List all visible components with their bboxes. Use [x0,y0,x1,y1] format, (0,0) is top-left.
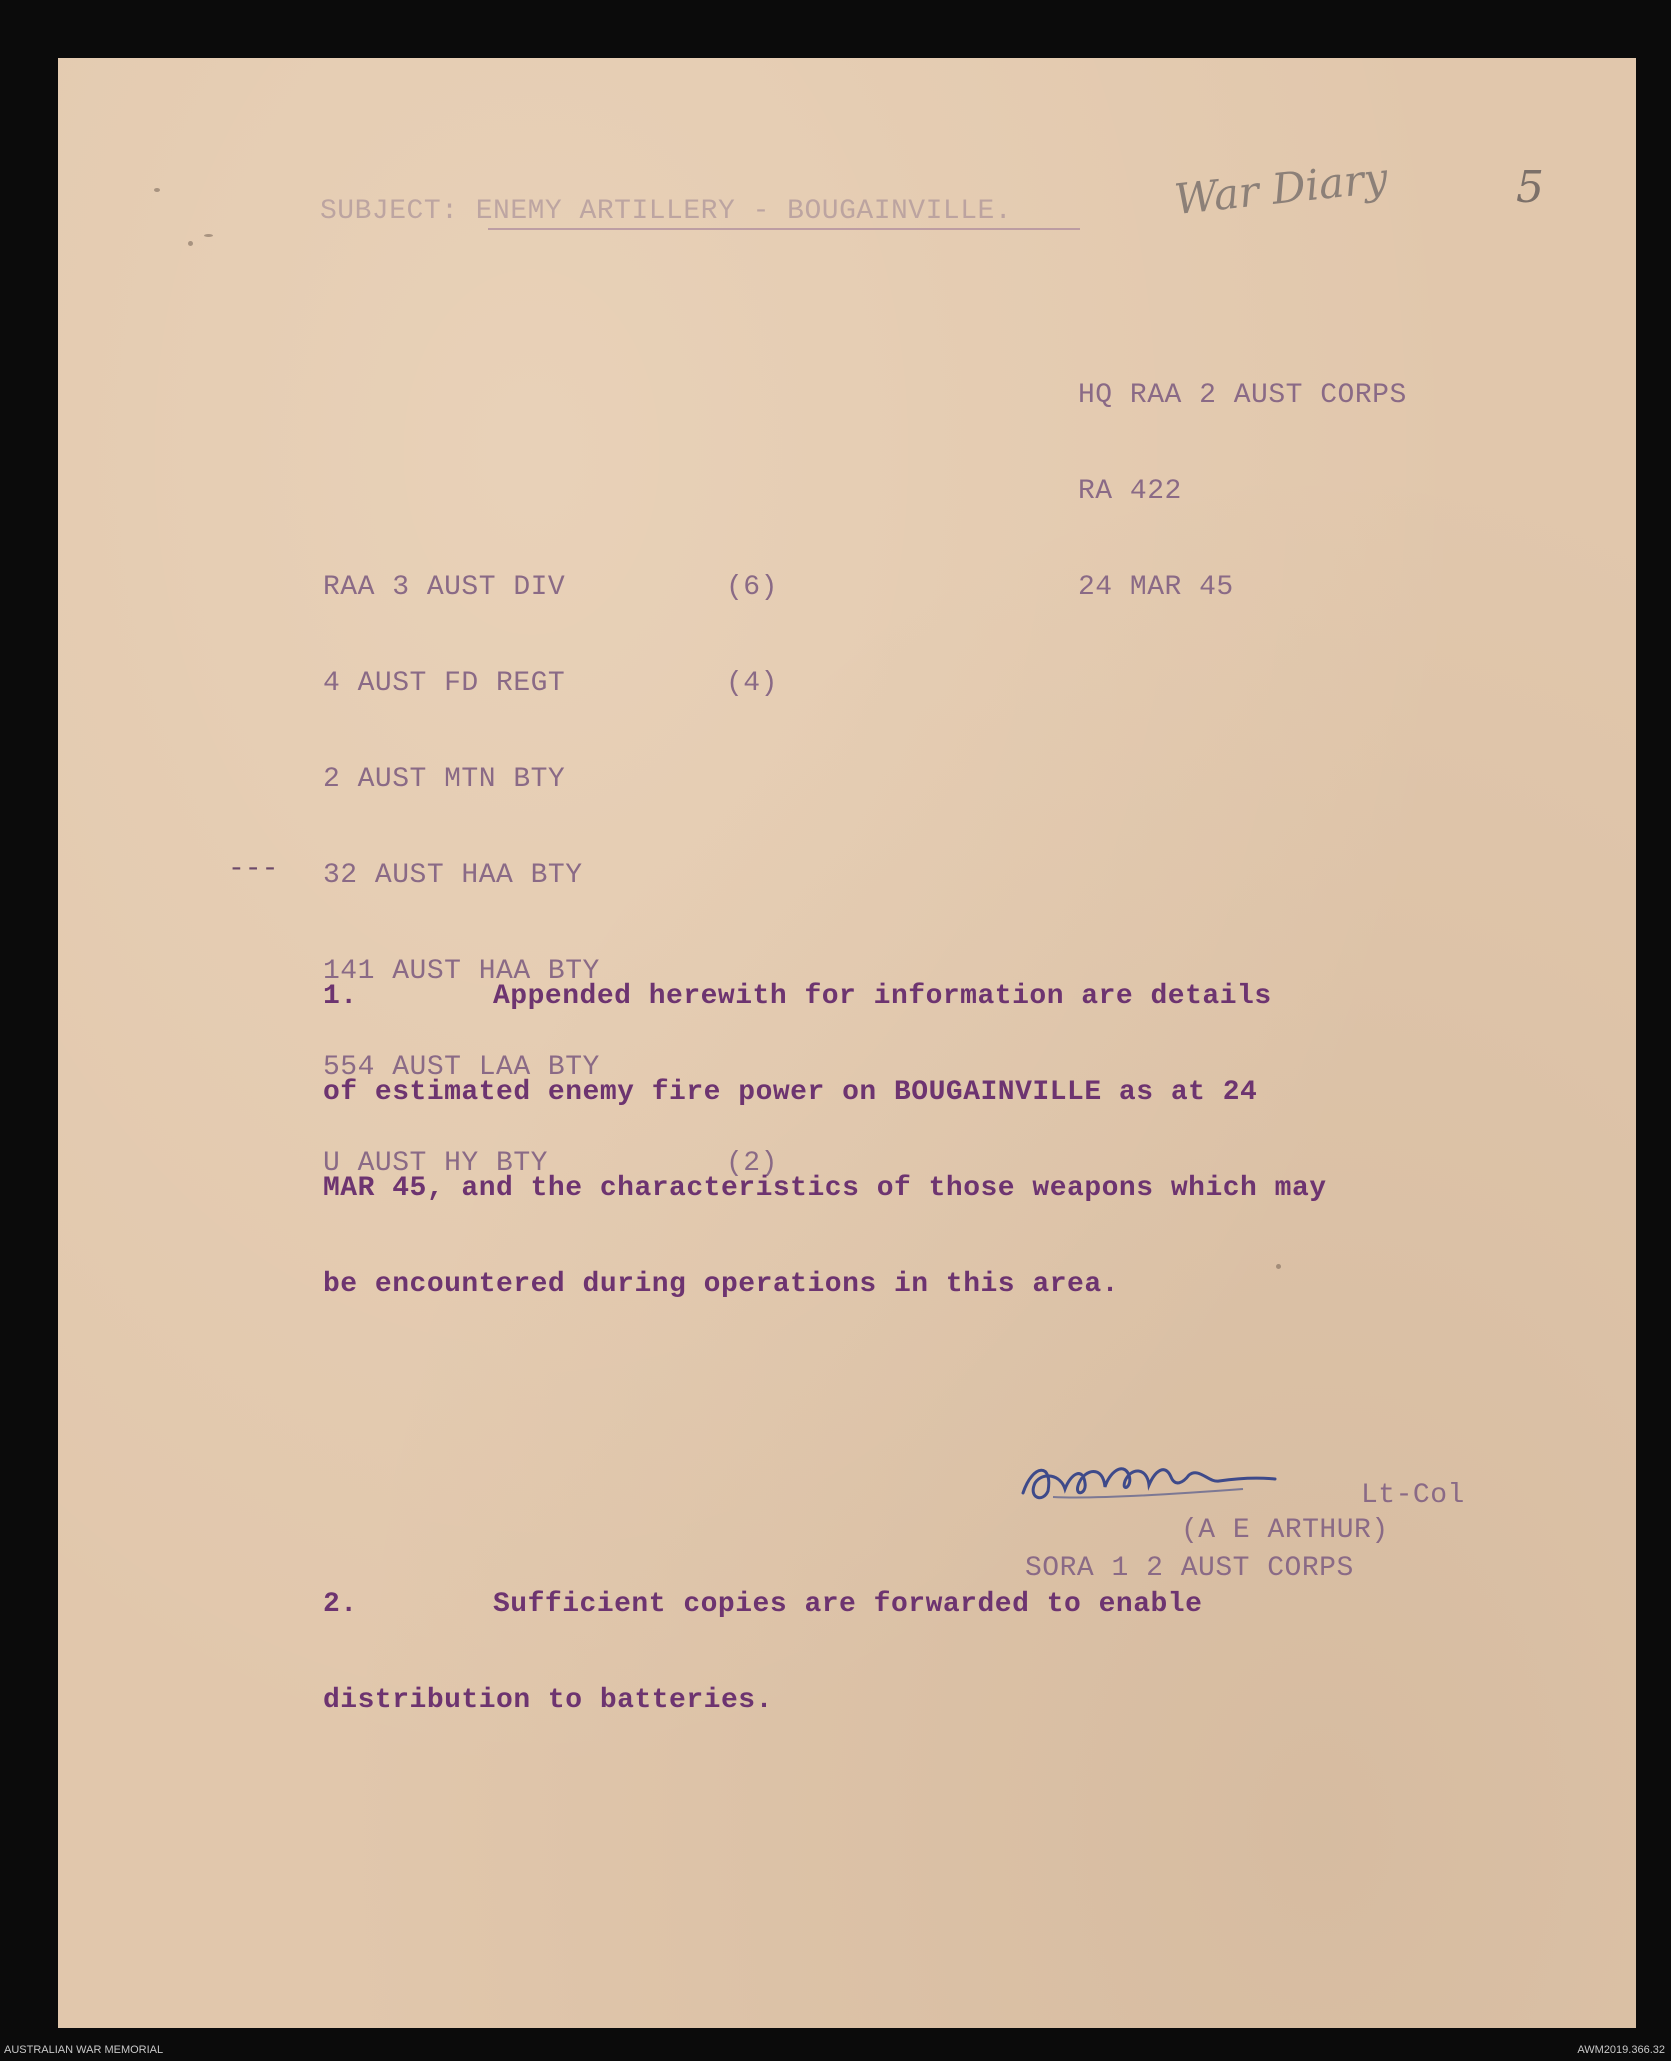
distribution-unit: 141 AUST HAA BTY [323,956,600,987]
paragraph-number: 2. [323,1589,358,1620]
signature-block [1013,1453,1465,1593]
archive-footer-left: AUSTRALIAN WAR MEMORIAL [4,2044,164,2056]
paper-blemish [188,241,193,246]
distribution-unit: 554 AUST LAA BTY [323,1052,600,1083]
paper-blemish [1276,1264,1281,1269]
paragraph-1 [323,917,1327,1365]
paragraph-line: Sufficient copies are forwarded to enable [493,1589,1203,1620]
distribution-row [323,764,566,796]
paper-blemish [154,188,160,192]
signatory-rank: Lt-Col [1361,1480,1465,1511]
signatory-appointment: SORA 1 2 AUST CORPS [1025,1553,1354,1584]
reference-line: HQ RAA 2 AUST CORPS [1078,380,1407,411]
body-text [323,853,1327,1845]
distribution-unit: U AUST HY BTY [323,1148,548,1179]
distribution-copies: (6) [726,572,778,603]
paragraph-number: 1. [323,981,358,1012]
distribution-unit: 32 AUST HAA BTY [323,860,583,891]
distribution-copies: (2) [726,1148,778,1179]
reference-line: 24 MAR 45 [1078,572,1234,603]
paragraph-line: of estimated enemy fire power on BOUGAINVILLE as at 24 [323,1077,1258,1108]
distribution-copies: (4) [726,668,778,699]
distribution-row [323,668,778,700]
handwritten-note: War Diary [1172,152,1390,225]
paragraph-line: distribution to batteries. [323,1685,773,1716]
distribution-unit: 4 AUST FD REGT [323,668,566,699]
subject-line: SUBJECT: ENEMY ARTILLERY - BOUGAINVILLE. [320,196,1013,227]
archive-footer-right: AWM2019.366.32 [1577,2044,1665,2056]
distribution-row [323,572,778,604]
reference-block [1078,316,1407,668]
distribution-unit: 2 AUST MTN BTY [323,764,566,795]
paragraph-line: be encountered during operations in this area. [323,1269,1119,1300]
handwritten-signature [1013,1453,1373,1513]
margin-mark: --- [228,854,279,885]
paragraph-line: MAR 45, and the characteristics of those weapons which may [323,1173,1327,1204]
distribution-unit: RAA 3 AUST DIV [323,572,566,603]
paragraph-line: Appended herewith for information are details [493,981,1272,1012]
reference-line: RA 422 [1078,476,1182,507]
document-page [58,58,1636,2028]
page-number: 5 [1516,162,1544,213]
paper-blemish [204,234,213,237]
signatory-name: (A E ARTHUR) [1181,1515,1389,1546]
subject-underline [488,228,1080,230]
